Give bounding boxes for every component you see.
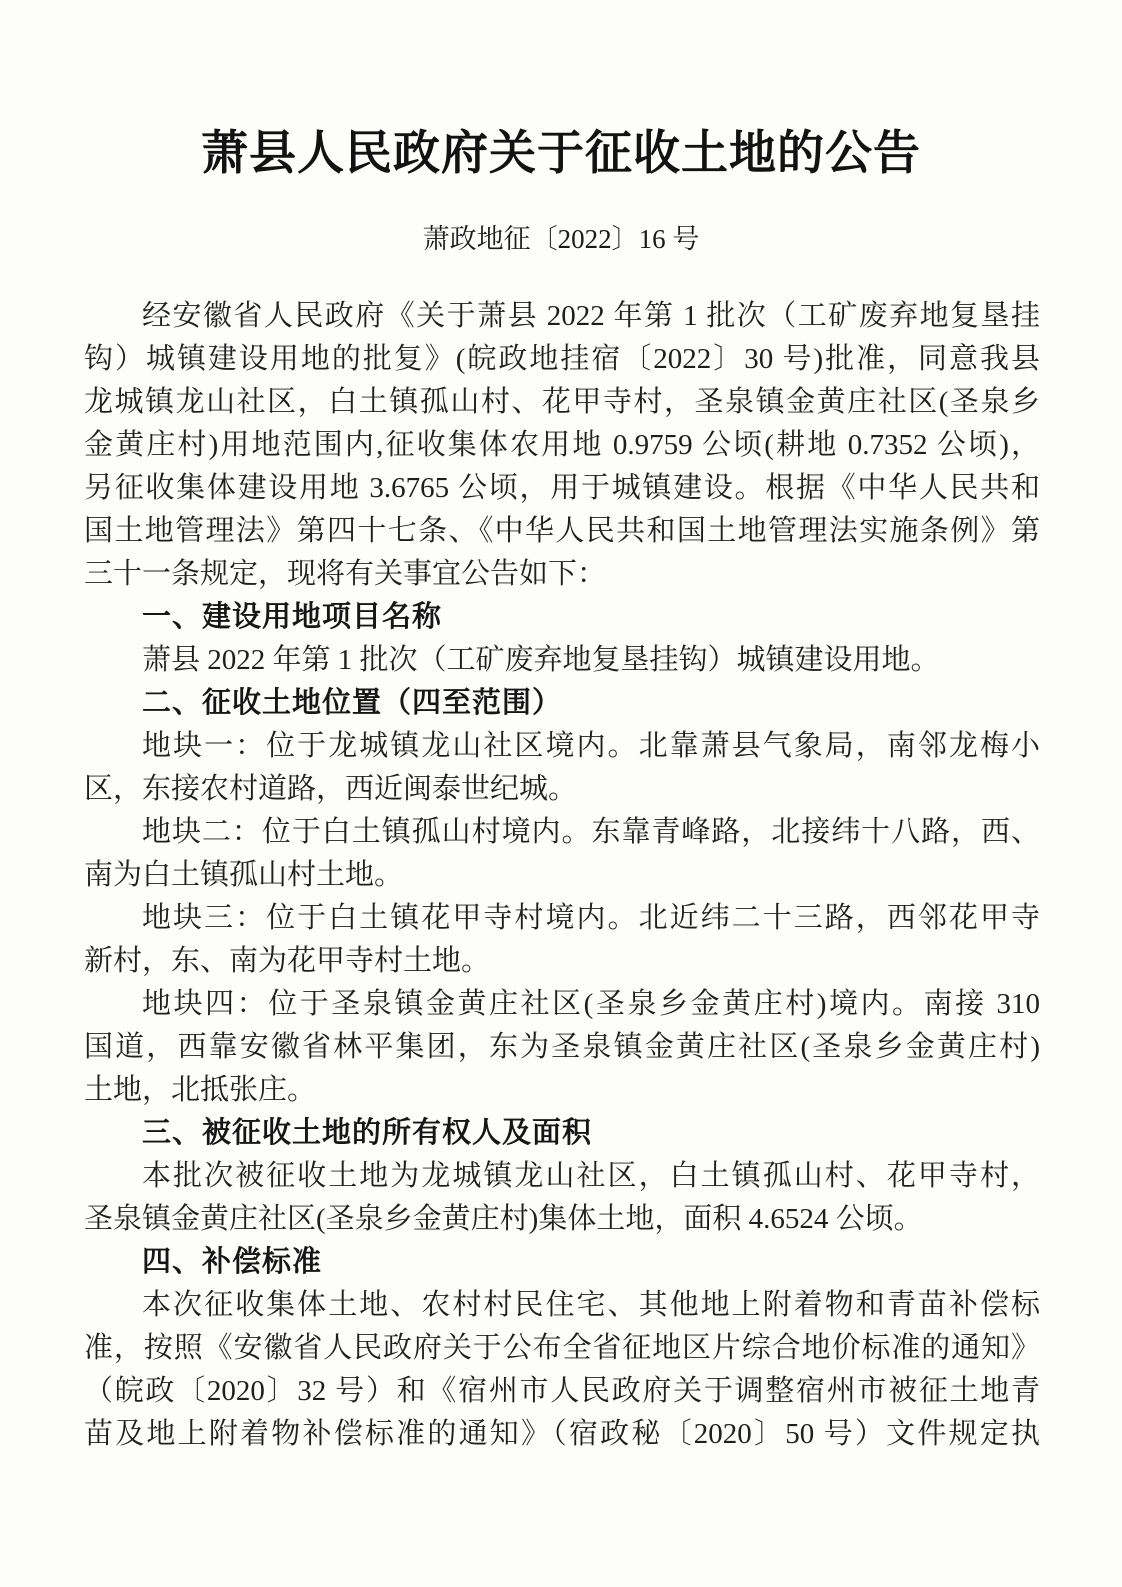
document-number: 萧政地征〔2022〕16 号 [422, 224, 700, 255]
body-text-line: 本次征收集体土地、农村村民住宅、其他地上附着物和青苗补偿标 [142, 1289, 1040, 1322]
body-text-line: （皖政〔2020〕32 号）和《宿州市人民政府关于调整宿州市被征土地青 [84, 1375, 1040, 1408]
section-heading: 一、建设用地项目名称 [142, 601, 443, 634]
body-text-line: 经安徽省人民政府《关于萧县 2022 年第 1 批次（工矿废弃地复垦挂 [142, 300, 1040, 333]
section-heading: 三、被征收土地的所有权人及面积 [142, 1117, 593, 1150]
body-text-line: 地块三：位于白土镇花甲寺村境内。北近纬二十三路，西邻花甲寺 [142, 902, 1040, 935]
body-text-line: 南为白土镇孤山村土地。 [84, 859, 404, 892]
body-text-line: 土地，北抵张庄。 [84, 1074, 317, 1107]
body-text-line: 本批次被征收土地为龙城镇龙山社区，白土镇孤山村、花甲寺村， [142, 1160, 1040, 1193]
document-title: 萧县人民政府关于征收土地的公告 [201, 128, 921, 180]
body-text-line: 龙城镇龙山社区，白土镇孤山村、花甲寺村，圣泉镇金黄庄社区(圣泉乡 [84, 386, 1040, 419]
body-text-line: 区，东接农村道路，西近闽泰世纪城。 [84, 773, 578, 806]
body-text-line: 地块二：位于白土镇孤山村境内。东靠青峰路，北接纬十八路，西、 [142, 816, 1040, 849]
body-text-line: 三十一条规定，现将有关事宜公告如下： [84, 558, 607, 591]
body-text-line: 圣泉镇金黄庄社区(圣泉乡金黄庄村)集体土地，面积 4.6524 公顷。 [84, 1203, 923, 1236]
body-text-line: 地块一：位于龙城镇龙山社区境内。北靠萧县气象局，南邻龙梅小 [142, 730, 1040, 763]
body-text-line: 新村，东、南为花甲寺村土地。 [84, 945, 491, 978]
body-text-line: 钩）城镇建设用地的批复》(皖政地挂宿〔2022〕30 号)批准，同意我县 [84, 343, 1040, 376]
body-text-line: 另征收集体建设用地 3.6765 公顷，用于城镇建设。根据《中华人民共和 [84, 472, 1040, 505]
body-text-line: 国土地管理法》第四十七条、《中华人民共和国土地管理法实施条例》第 [84, 515, 1040, 548]
section-heading: 四、补偿标准 [142, 1246, 323, 1279]
section-heading: 二、征收土地位置（四至范围） [142, 687, 563, 720]
body-text-line: 萧县 2022 年第 1 批次（工矿废弃地复垦挂钩）城镇建设用地。 [142, 644, 940, 677]
body-text-line: 金黄庄村)用地范围内,征收集体农用地 0.9759 公顷(耕地 0.7352 公顷)， [84, 429, 1040, 462]
body-text-line: 地块四：位于圣泉镇金黄庄社区(圣泉乡金黄庄村)境内。南接 310 [142, 988, 1040, 1021]
body-text-line: 国道，西靠安徽省林平集团，东为圣泉镇金黄庄社区(圣泉乡金黄庄村) [84, 1031, 1040, 1064]
body-text-line: 准，按照《安徽省人民政府关于公布全省征地区片综合地价标准的通知》 [84, 1332, 1040, 1365]
body-text-line: 苗及地上附着物补偿标准的通知》（宿政秘〔2020〕50 号）文件规定执 [84, 1418, 1040, 1451]
document-lines [84, 295, 1040, 1456]
